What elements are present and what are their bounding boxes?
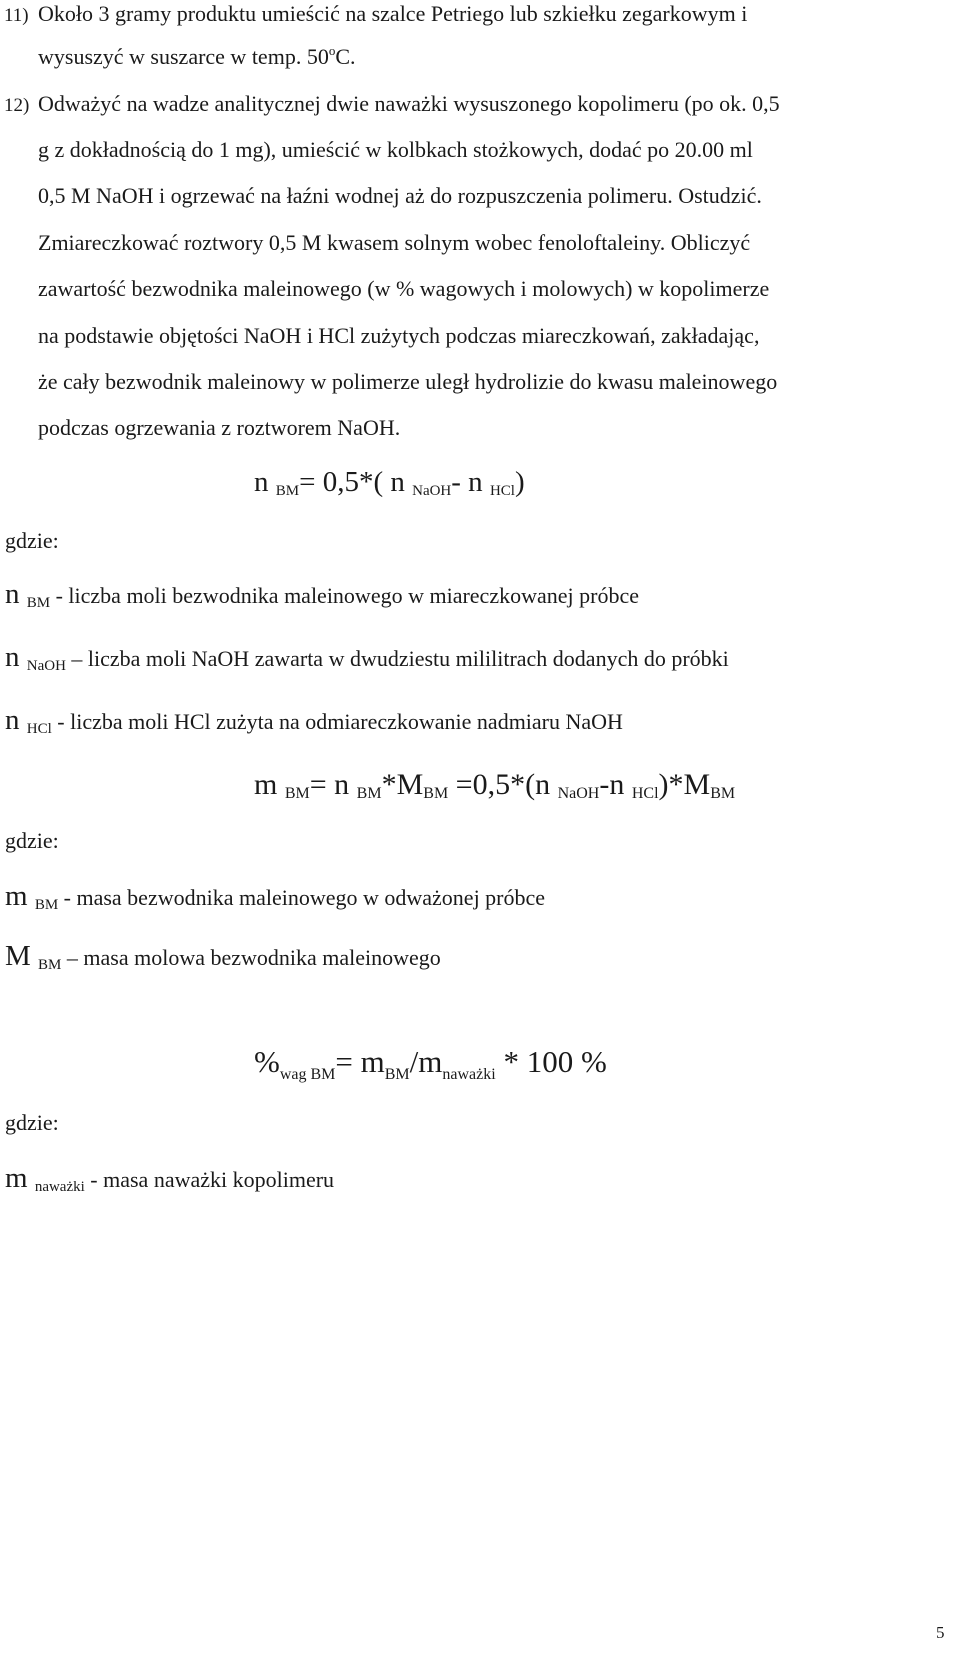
item-11-number: 11) (4, 5, 29, 26)
formula-weight-percent: $\%_{wag BM}= m_{BM}/m_{naważki} * 100$ % (254, 1044, 607, 1083)
item-12-line-8: podczas ogrzewania z roztworem NaOH. (38, 415, 401, 440)
where-label-2: gdzie: (5, 828, 59, 853)
item-12-line-1: Odważyć na wadze analitycznej dwie naważki wysuszonego kopolimeru (po ok. 0,5 (38, 91, 780, 116)
definition-n-naoh: n $_{NaOH}$ – liczba moli NaOH zawarta w dwudziestu mililitrach dodanych do próbki (5, 641, 729, 674)
where-label-3: gdzie: (5, 1110, 59, 1135)
item-12-line-3: 0,5 M NaOH i ogrzewać na łaźni wodnej aż do rozpuszczenia polimeru. Ostudzić. (38, 183, 762, 208)
item-11-line-1: Około 3 gramy produktu umieścić na szalce Petriego lub szkiełku zegarkowym i (38, 1, 748, 26)
item-12-line-7: że cały bezwodnik maleinowy w polimerze uległ hydrolizie do kwasu maleinowego (38, 369, 778, 394)
item-12-line-5: zawartość bezwodnika maleinowego (w % wagowych i molowych) w kopolimerze (38, 276, 770, 301)
item-11-line-2: wysuszyć w suszarce w temp. 50$^o$C. (38, 43, 356, 69)
definition-m-nawazki: m $_{naważki}$ - masa naważki kopolimeru (5, 1162, 335, 1195)
definition-n-hcl: n $_{HCl}$ - liczba moli HCl zużyta na odmiareczkowanie nadmiaru NaOH (5, 704, 623, 737)
definition-n-bm: n $_{BM}$ - liczba moli bezwodnika maleinowego w miareczkowanej próbce (5, 578, 639, 611)
definition-molar-mass-bm: M $_{BM}$ – masa molowa bezwodnika maleinowego (5, 940, 441, 973)
item-12-line-2: g z dokładnością do 1 mg), umieścić w kolbkach stożkowych, dodać po 20.00 ml (38, 137, 753, 162)
item-12-line-6: na podstawie objętości NaOH i HCl zużytych podczas miareczkowań, zakładając, (38, 323, 760, 348)
item-12-line-4: Zmiareczkować roztwory 0,5 M kwasem solnym wobec fenoloftaleiny. Obliczyć (38, 230, 751, 255)
formula-mole-balance: n $_{BM}$= 0,5*( n $_{NaOH}$- n $_{HCl}$) (254, 466, 525, 499)
formula-mass-bm: m $_{BM}$= n $_{BM}*M_{BM} =0,5*(n$ $_{NaOH}$-n $_{HCl})*M_{BM}$ (254, 768, 736, 802)
where-label-1: gdzie: (5, 528, 59, 553)
page-number: 5 (936, 1623, 945, 1642)
definition-m-bm: m $_{BM}$ - masa bezwodnika maleinowego w odważonej próbce (5, 880, 546, 913)
item-12-number: 12) (4, 95, 30, 116)
